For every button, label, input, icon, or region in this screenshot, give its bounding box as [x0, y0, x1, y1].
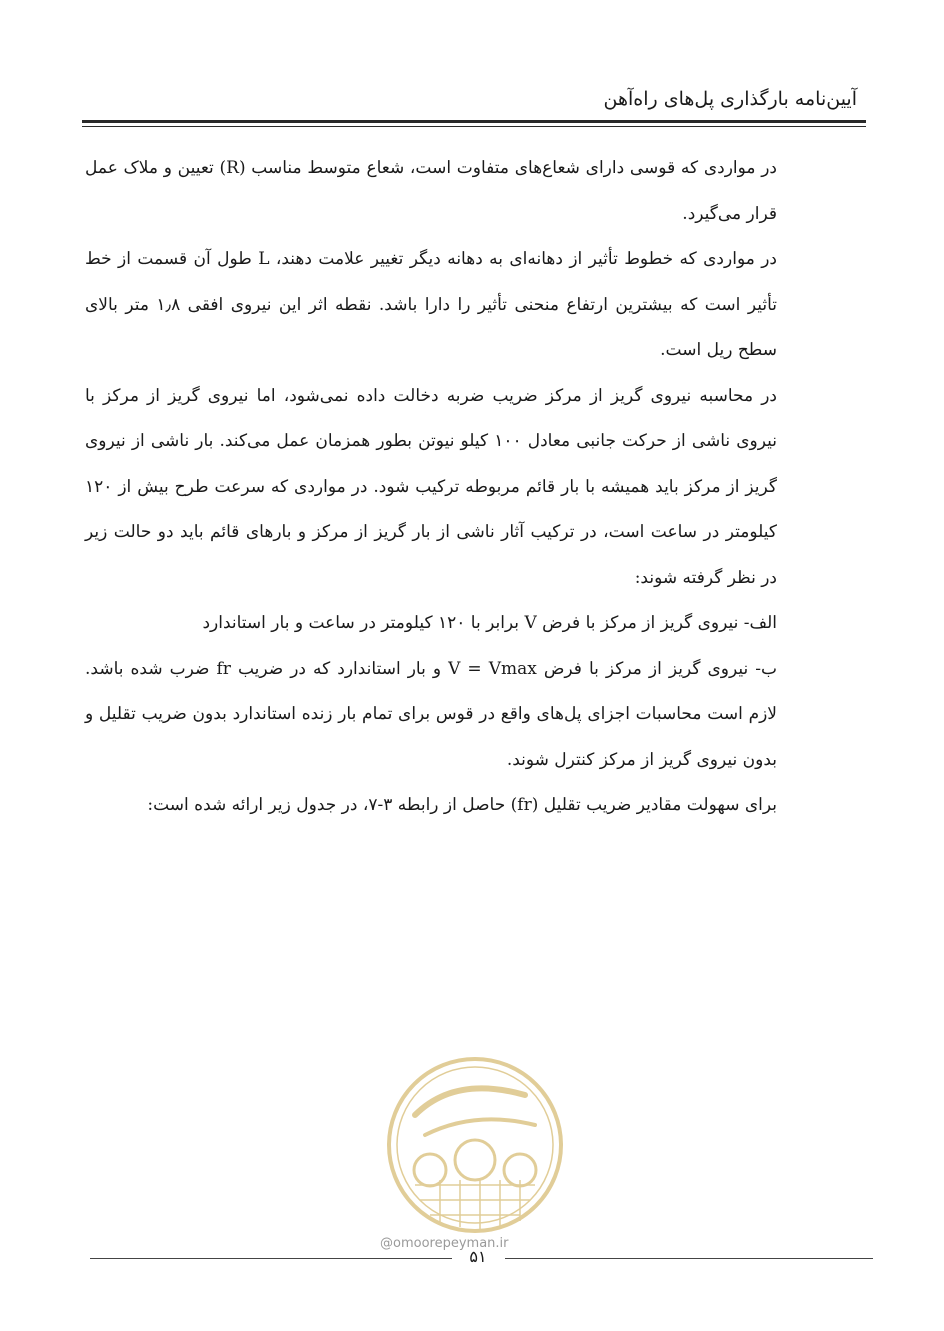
paragraph-case-a: الف- نیروی گریز از مرکز با فرض V برابر با ۱۲۰ کیلومتر در ساعت و بار استاندارد	[202, 613, 777, 633]
omoorepeyman-logo-icon	[385, 1055, 565, 1235]
page-number: ۵۱	[469, 1247, 487, 1266]
paragraph-reduction-factor: برای سهولت مقادیر ضریب تقلیل (fr) حاصل از رابطه ۳-۷، در جدول زیر ارائه شده است:	[147, 795, 777, 815]
header-rule-thin	[82, 126, 866, 127]
paragraph-influence-line: در مواردی که خطوط تأثیر از دهانه‌ای به دهانه دیگر تغییر علامت دهند، L طول آن قسمت از خط تأثیر است که بیشترین ارتفاع منحنی تأثیر را دارا باشد. نقطه اثر این نیروی افقی ۱٫۸ متر بالای سطح ریل است.	[85, 249, 777, 360]
body-text	[85, 146, 777, 829]
footer-rule-left	[90, 1258, 452, 1259]
watermark-url: @omoorepeyman.ir	[380, 1236, 509, 1251]
paragraph-radius: در مواردی که قوسی دارای شعاع‌های متفاوت است، شعاع متوسط مناسب (R) تعیین و ملاک عمل قرار می‌گیرد.	[85, 158, 777, 224]
paragraph-case-b: ب- نیروی گریز از مرکز با فرض V = Vmax و بار استاندارد که در ضریب fr ضرب شده باشد. لازم است محاسبات اجزای پل‌های واقع در قوس برای تمام بار زنده استاندارد بدون ضریب تقلیل و بدون نیروی گریز از مرکز کنترل شوند.	[85, 658, 778, 770]
paragraph-centrifugal-force: در محاسبه نیروی گریز از مرکز ضریب ضربه دخالت داده نمی‌شود، اما نیروی گریز از مرکز با نیروی ناشی از حرکت جانبی معادل ۱۰۰ کیلو نیوتن بطور همزمان عمل می‌کند. بار ناشی از نیروی گریز از مرکز باید همیشه با بار قائم مربوطه ترکیب شود. در مواردی که سرعت طرح بیش از ۱۲۰ کیلومتر در ساعت است، در ترکیب آثار ناشی از بار گریز از مرکز و بارهای قائم باید دو حالت زیر در نظر گرفته شوند:	[85, 385, 777, 588]
running-header-title: آیین‌نامه بارگذاری پل‌های راه‌آهن	[603, 88, 857, 110]
header-rule-thick	[82, 120, 866, 123]
footer-rule-right	[505, 1258, 873, 1259]
